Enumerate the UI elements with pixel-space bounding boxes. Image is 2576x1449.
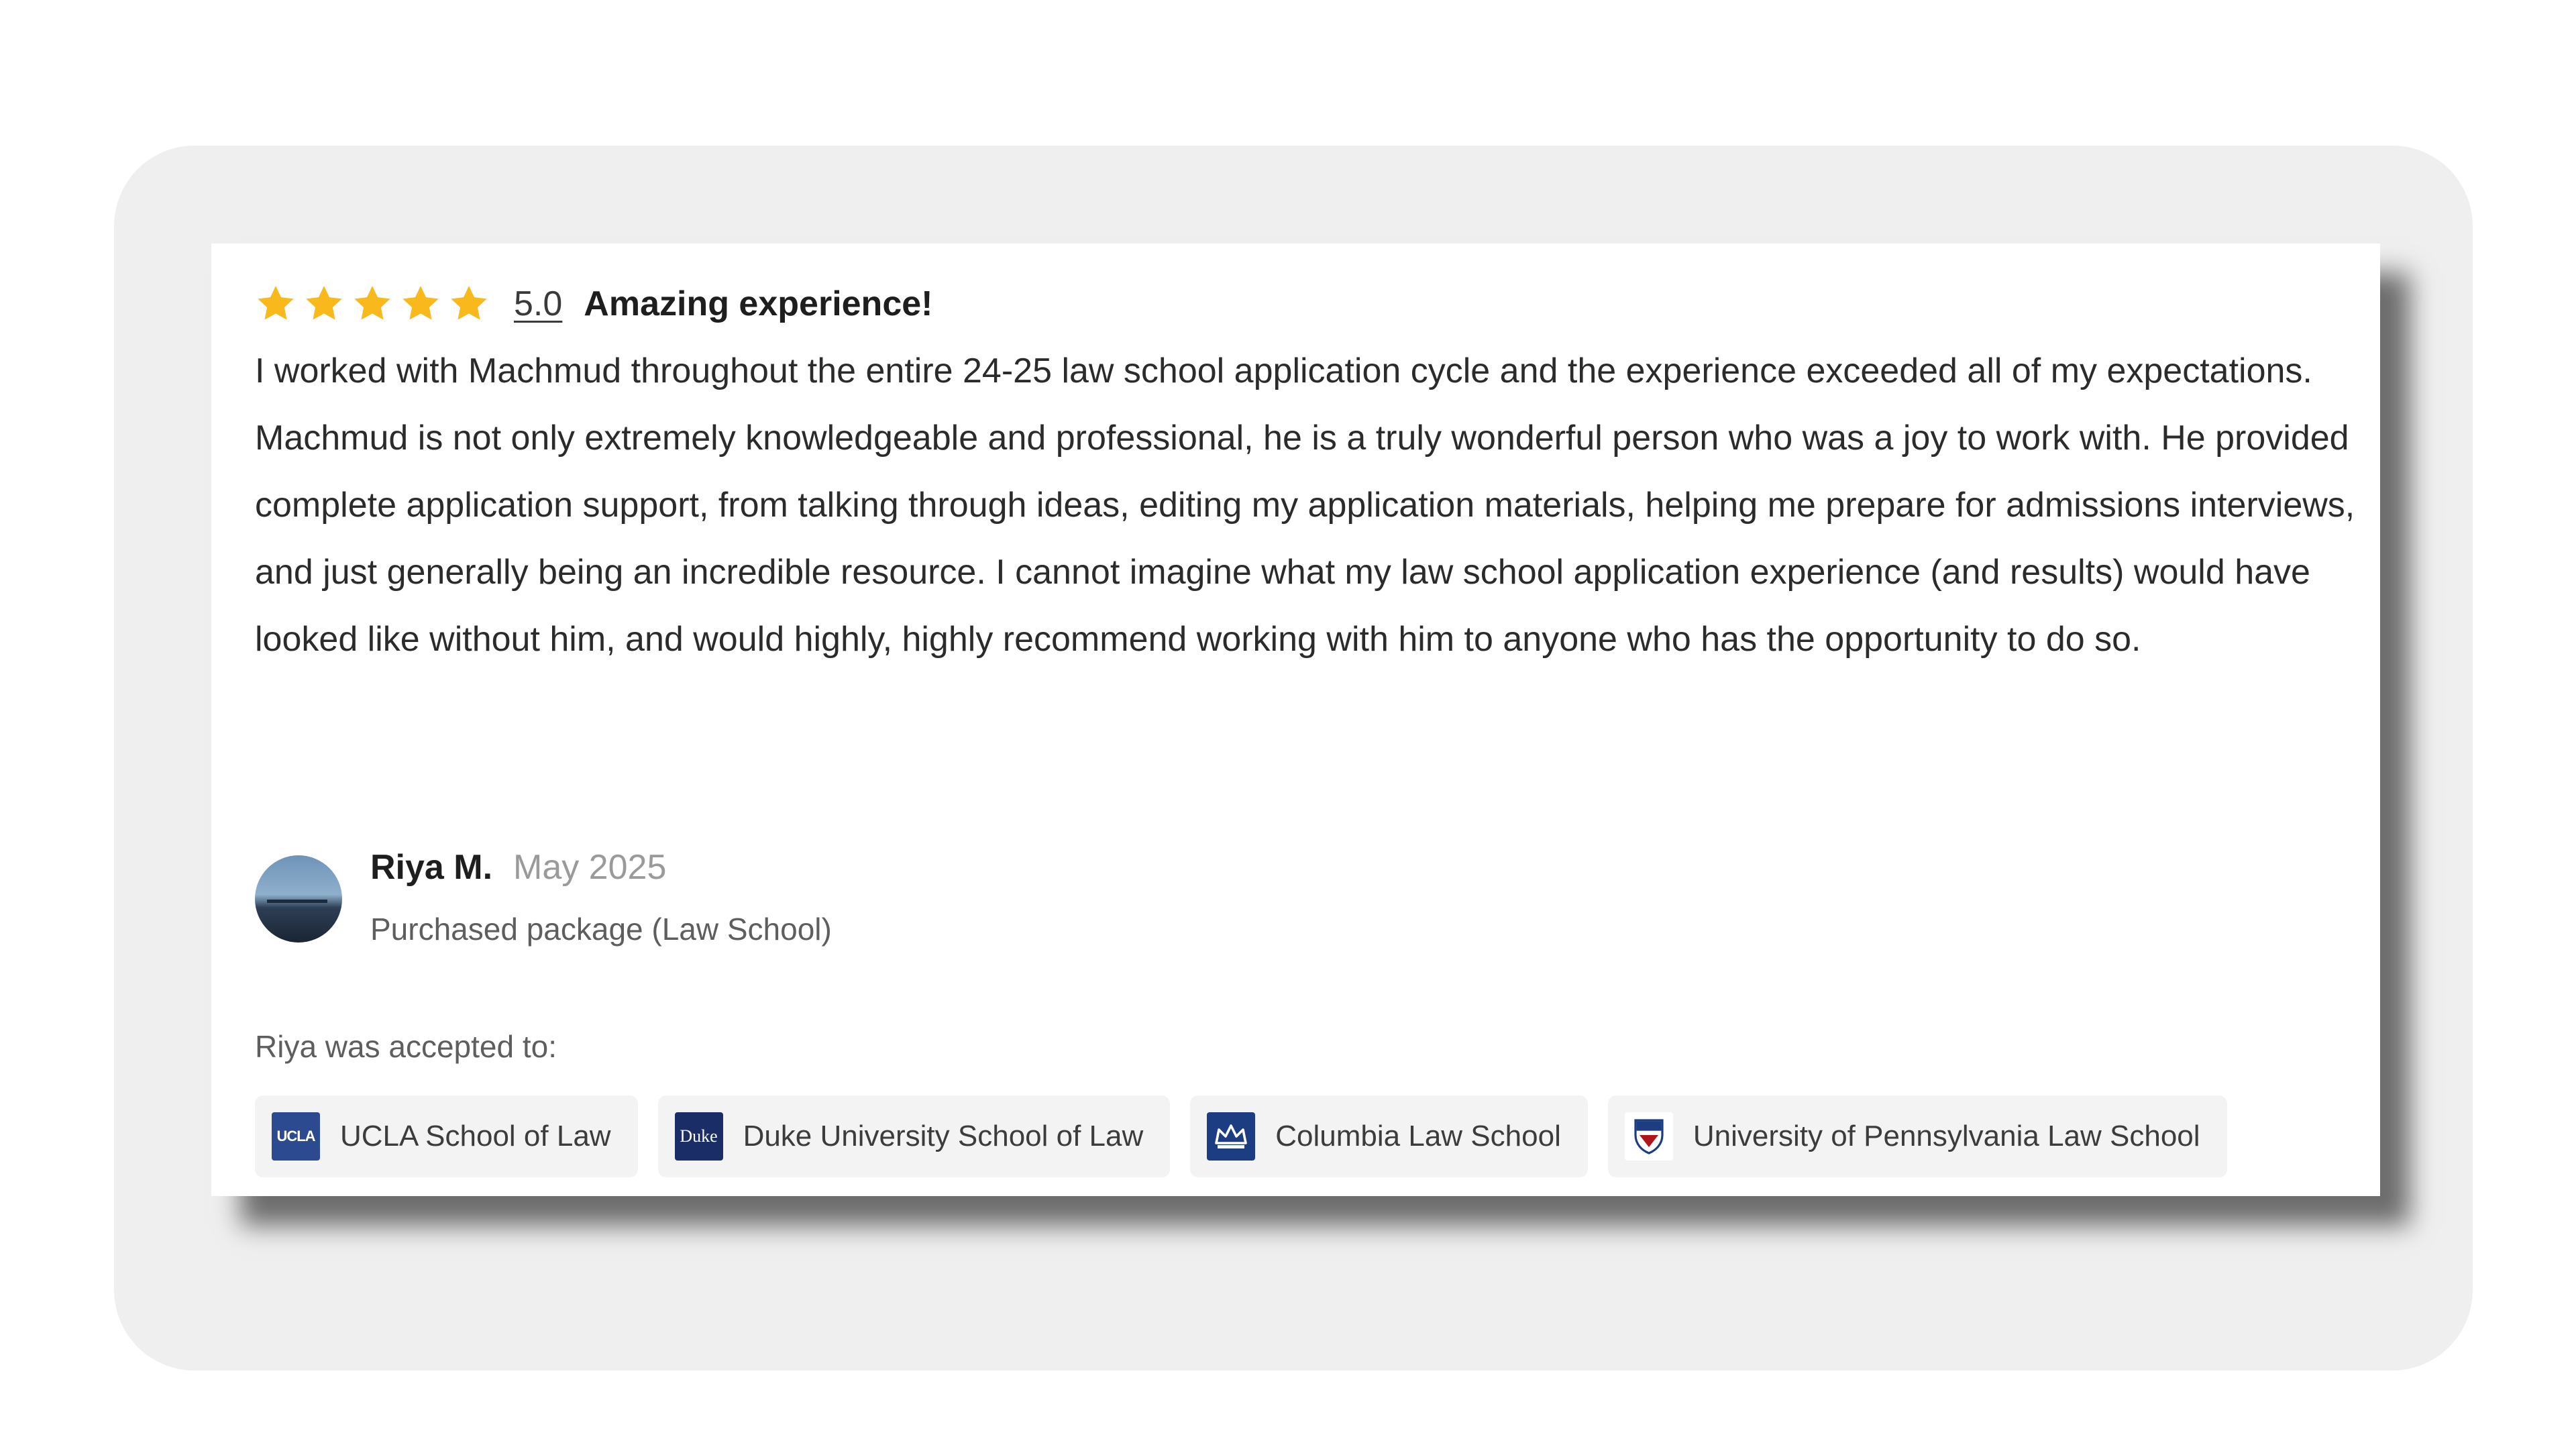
school-name: University of Pennsylvania Law School: [1693, 1120, 2200, 1152]
ucla-logo-icon: UCLA: [272, 1112, 320, 1161]
star-rating: [255, 283, 496, 325]
school-name: Duke University School of Law: [743, 1120, 1144, 1152]
rating-row: [255, 277, 932, 331]
school-chip-duke: [658, 1095, 1171, 1177]
rating-score-link[interactable]: 5.0: [514, 284, 563, 323]
star-icon: [303, 283, 345, 325]
purchase-info: Purchased package (Law School): [370, 912, 832, 947]
review-card: [211, 244, 2380, 1196]
star-icon: [352, 283, 393, 325]
school-chip-ucla: [255, 1095, 638, 1177]
accepted-label: Riya was accepted to:: [255, 1029, 557, 1064]
review-title: Amazing experience!: [584, 284, 933, 323]
reviewer-name: Riya M.: [370, 848, 493, 887]
review-body: I worked with Machmud throughout the entire 24-25 law school application cycle and the experience exceeded all of my expectations. Machmud is not only extremely knowledgeable and professional, he is a truly wonderful person who was a joy to work with. He provided complete application support, from talking through ideas, editing my application materials, helping me prepare for admissions interviews, and just generally being an incredible resource. I cannot imagine what my law school application experience (and results) would have looked like without him, and would highly, highly recommend working with him to anyone who has the opportunity to do so.: [255, 352, 2355, 659]
school-chip-columbia: [1190, 1095, 1588, 1177]
school-name: UCLA School of Law: [340, 1120, 611, 1152]
star-icon: [400, 283, 441, 325]
avatar: [255, 855, 342, 943]
review-date: May 2025: [513, 848, 667, 887]
school-chip-penn: [1608, 1095, 2227, 1177]
star-icon: [448, 283, 490, 325]
accepted-schools-list: [255, 1095, 2247, 1177]
penn-shield-logo-icon: [1625, 1112, 1673, 1161]
star-icon: [255, 283, 297, 325]
school-name: Columbia Law School: [1275, 1120, 1561, 1152]
duke-logo-icon: Duke: [675, 1112, 723, 1161]
columbia-crown-logo-icon: [1207, 1112, 1255, 1161]
